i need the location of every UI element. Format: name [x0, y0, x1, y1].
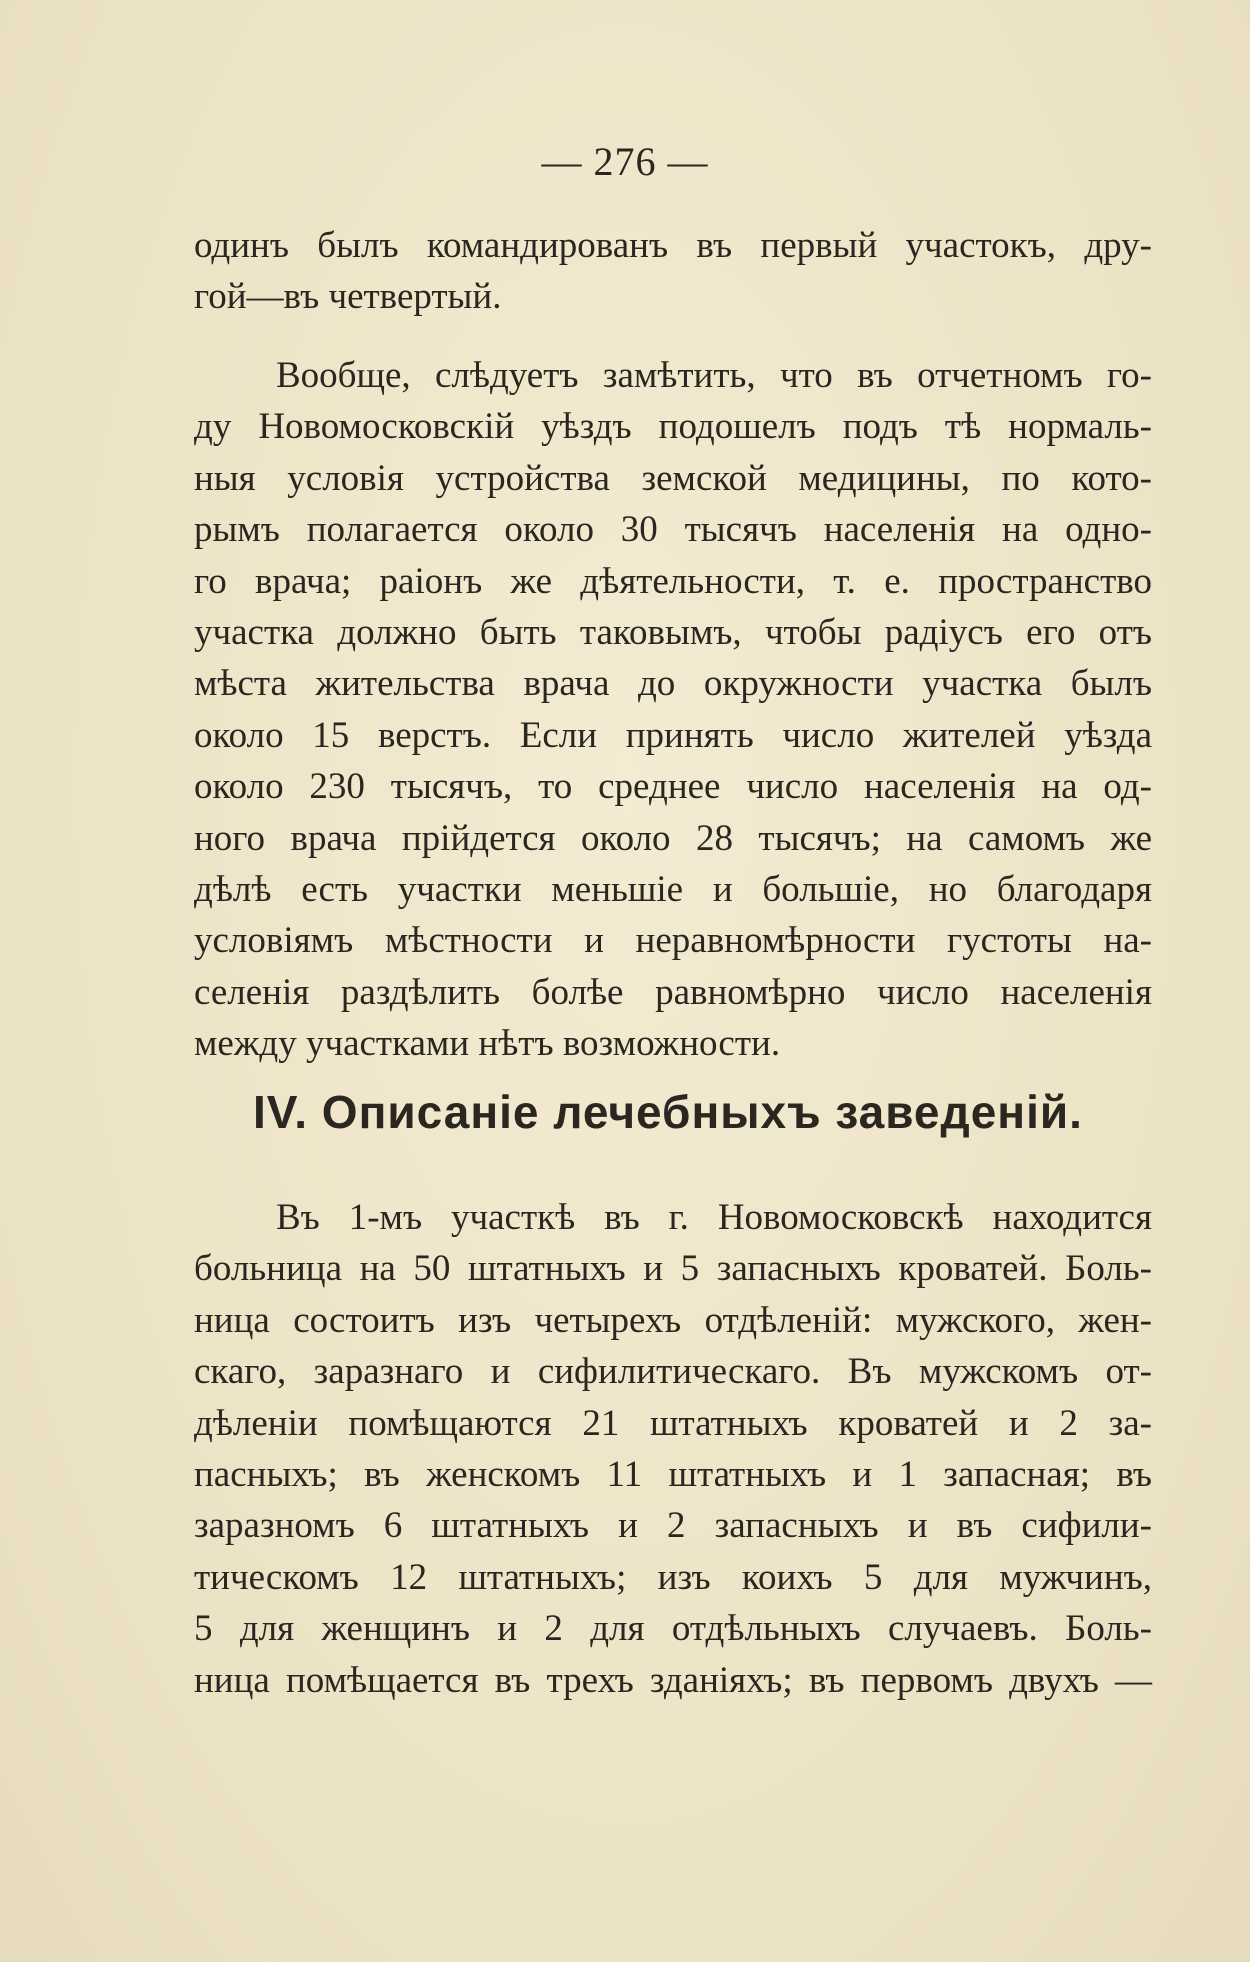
text-line: Вообще, слѣдуетъ замѣтить, что въ отчетномъ го- [276, 355, 1152, 396]
text-line: заразномъ 6 штатныхъ и 2 запасныхъ и въ сифили- [194, 1505, 1152, 1547]
text-line: условіямъ мѣстности и неравномѣрности густоты на- [194, 920, 1152, 962]
text-line: больница на 50 штатныхъ и 5 запасныхъ кроватей. Боль- [194, 1248, 1152, 1290]
text-line: ного врача прійдется около 28 тысячъ; на самомъ же [194, 817, 1152, 859]
text-line: пасныхъ; въ женскомъ 11 штатныхъ и 1 запасная; въ [194, 1453, 1152, 1495]
paragraph-3 [194, 1192, 1152, 1706]
paragraph-2 [194, 350, 1152, 1069]
text-line: гой—въ четвертый. [194, 276, 502, 318]
text-line: рымъ полагается около 30 тысячъ населенія на одно- [194, 509, 1152, 551]
text-line: скаго, заразнаго и сифилитическаго. Въ мужскомъ от- [194, 1351, 1152, 1393]
text-line: Въ 1-мъ участкѣ въ г. Новомосковскѣ находится [276, 1197, 1152, 1238]
text-line: одинъ былъ командированъ въ первый участокъ, дру- [194, 225, 1152, 266]
text-line: участка должно быть таковымъ, чтобы радіусъ его отъ [194, 611, 1152, 653]
text-line: тическомъ 12 штатныхъ; изъ коихъ 5 для мужчинъ, [194, 1556, 1152, 1598]
text-line: дѣленіи помѣщаются 21 штатныхъ кроватей и 2 за- [194, 1402, 1152, 1444]
text-line: между участками нѣтъ возможности. [194, 1023, 781, 1065]
text-line: дѣлѣ есть участки меньшіе и большіе, но благодаря [194, 868, 1152, 910]
text-line: селенія раздѣлить болѣе равномѣрно число населенія [194, 971, 1152, 1013]
text-line: 5 для женщинъ и 2 для отдѣльныхъ случаевъ. Боль- [194, 1608, 1152, 1650]
text-line: около 15 верстъ. Если принять число жителей уѣзда [194, 714, 1152, 756]
text-line: мѣста жительства врача до окружности участка былъ [194, 663, 1152, 705]
text-line: го врача; раіонъ же дѣятельности, т. е. пространство [194, 560, 1152, 602]
section-heading: IV. Описаніе лечебныхъ заведеній. [253, 1086, 1083, 1138]
text-line: около 230 тысячъ, то среднее число населенія на од- [194, 766, 1152, 808]
page-number: — 276 — [541, 139, 709, 184]
text-line: ныя условія устройства земской медицины, по кото- [194, 457, 1152, 499]
text-line: ница состоитъ изъ четырехъ отдѣленій: мужского, жен- [194, 1299, 1152, 1341]
text-line: ду Новомосковскій уѣздъ подошелъ подъ тѣ нормаль- [194, 406, 1152, 448]
text-line: ница помѣщается въ трехъ зданіяхъ; въ первомъ двухъ — [194, 1659, 1152, 1701]
paragraph-1 [194, 220, 1152, 323]
